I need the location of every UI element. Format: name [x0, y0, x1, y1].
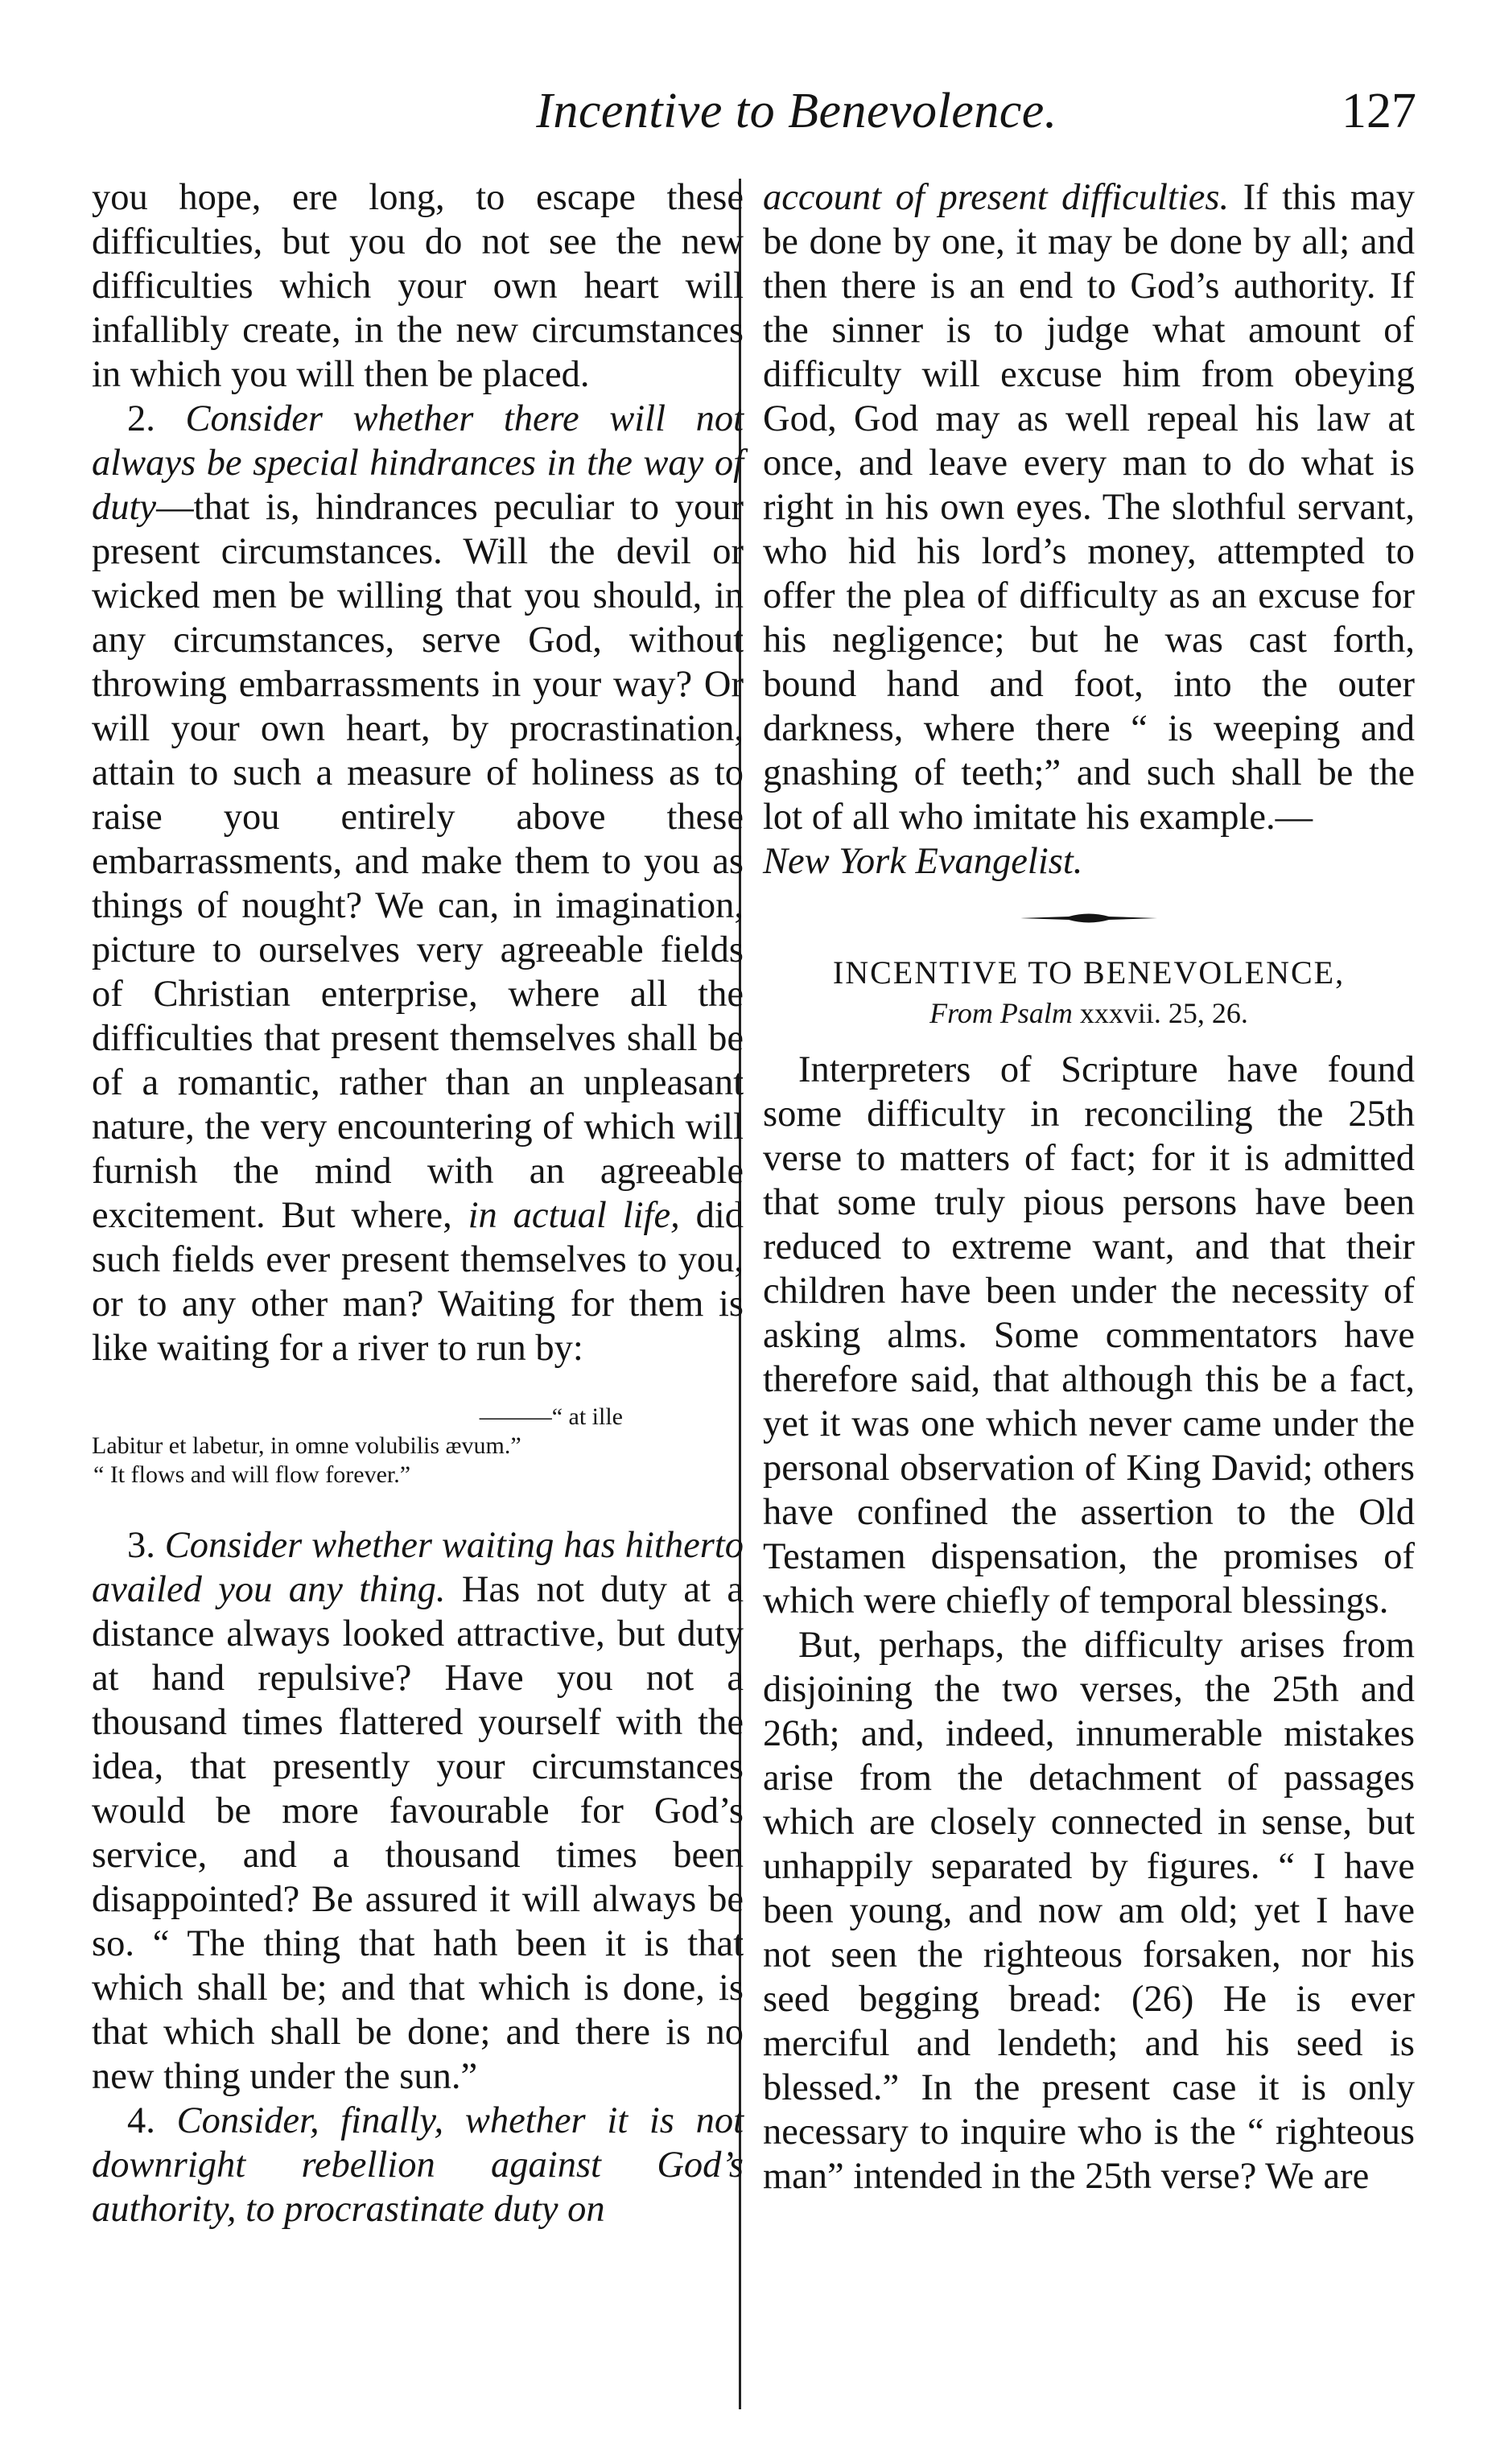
paragraph: But, perhaps, the difficulty arises from disjoining the two verses, the 25th and 26th; and, indeed, innumerable mistakes arise from the detachment of passages which are closely connected in sense, but unhappily separated by figures. “ I have been young, and now am old; yet I have not seen the righteous forsaken, nor his seed begging bread: (26) He is ever merciful and lendeth; and his seed is blessed.” In the present case it is only necessary to inquire who is the “ righteous man” intended in the 25th verse? We are: [763, 1625, 1415, 2197]
point-heading: Consider whether there will not always be special hindrances in the way of duty: [92, 398, 744, 528]
ornamental-divider: [1020, 911, 1157, 925]
paragraph-point-4: [92, 2099, 744, 2231]
paragraph-point-3: 3. Consider whether waiting has hitherto availed you any thing. Has not duty at a distance always looked attractive, but duty at hand repulsive? Have you not a thousand times flattered yourself with the idea, that presently your circumstances would be more favourable for God’s service, and a thousand times been disappointed? Be assured it will always be so. “ The thing that hath been it is that which shall be; and that which is done, is that which shall be done; and there is no new thing under the sun.”: [92, 1525, 744, 2097]
section-subheading: From Psalm xxxvii. 25, 26.: [929, 997, 1248, 1029]
left-column: [92, 175, 744, 2231]
paragraph-continuation: you hope, ere long, to escape these difficulties, but you do not see the new difficulties which your own heart will infallibly create, in the new circumstances in which you will then be placed.: [92, 177, 744, 395]
running-title: Incentive to Benevolence.: [536, 84, 1057, 138]
page-header: [80, 71, 1416, 151]
paragraph-point-2: 2. Consider whether there will not always be special hindrances in the way of duty—that is, hindrances peculiar to your present circumstances. Will the devil or wicked men be willing that you should, in any circumstances, serve God, without throwing embarrassments in your way? Or will your own heart, by procrastination, attain to such a measure of holiness as to raise you entirely above these embarrassments, and make them to you as things of nought? We can, in imagination, picture to ourselves very agreeable fields of Christian enterprise, where all the difficulties that present themselves shall be of a romantic, rather than an unpleasant nature, the very encountering of which will furnish the mind with an agreeable excitement. But where, in actual life, did such fields ever present themselves to you, or to any other man? Waiting for them is like waiting for a river to run by:: [92, 398, 744, 1369]
point-number: 4.: [127, 2100, 155, 2141]
point-heading: Consider, finally, whether it is not downright rebellion against God’s authority, to procrastinate duty on: [92, 2100, 744, 2230]
point-number: 3.: [127, 1525, 155, 1566]
point-number: 2.: [127, 398, 155, 439]
italic-phrase: in actual life,: [468, 1195, 680, 1236]
page-number: 127: [1342, 84, 1416, 138]
source-attribution: New York Evangelist.: [763, 841, 1083, 882]
point-heading: Consider whether waiting has hitherto availed you any thing.: [92, 1525, 744, 1610]
quote-translation: “ It flows and will flow forever.”: [93, 1461, 411, 1488]
right-column: [763, 175, 1415, 2198]
section-heading: INCENTIVE TO BENEVOLENCE,: [832, 954, 1346, 991]
quote-line: ———“ at ille: [479, 1403, 623, 1430]
latin-quotation: [92, 1403, 744, 1490]
paragraph: Interpreters of Scripture have found some difficulty in reconciling the 25th verse to matters of fact; for it is admitted that some truly pious persons have been reduced to extreme want, and that their children have been under the necessity of asking alms. Some commentators have therefore said, that although this be a fact, yet it was one which never came under the personal observation of King David; others have confined the assertion to the Old Testamen dispensation, the promises of which were chiefly of temporal blessings.: [763, 1049, 1415, 1621]
quote-line: Labitur et labetur, in omne volubilis ævum.”: [92, 1432, 521, 1459]
paragraph-continuation: account of present difficulties. If this may be done by one, it may be done by all; and then there is an end to God’s authority. If the sinner is to judge what amount of difficulty will excuse him from obeying God, God may as well repeal his law at once, and leave every man to do what is right in his own eyes. The slothful servant, who hid his lord’s money, attempted to offer the plea of difficulty as an excuse for his negligence; but he was cast forth, bound hand and foot, into the outer darkness, where there “ is weeping and gnashing of teeth;” and such shall be the lot of all who imitate his example.— New York Evangelist.: [763, 177, 1416, 882]
